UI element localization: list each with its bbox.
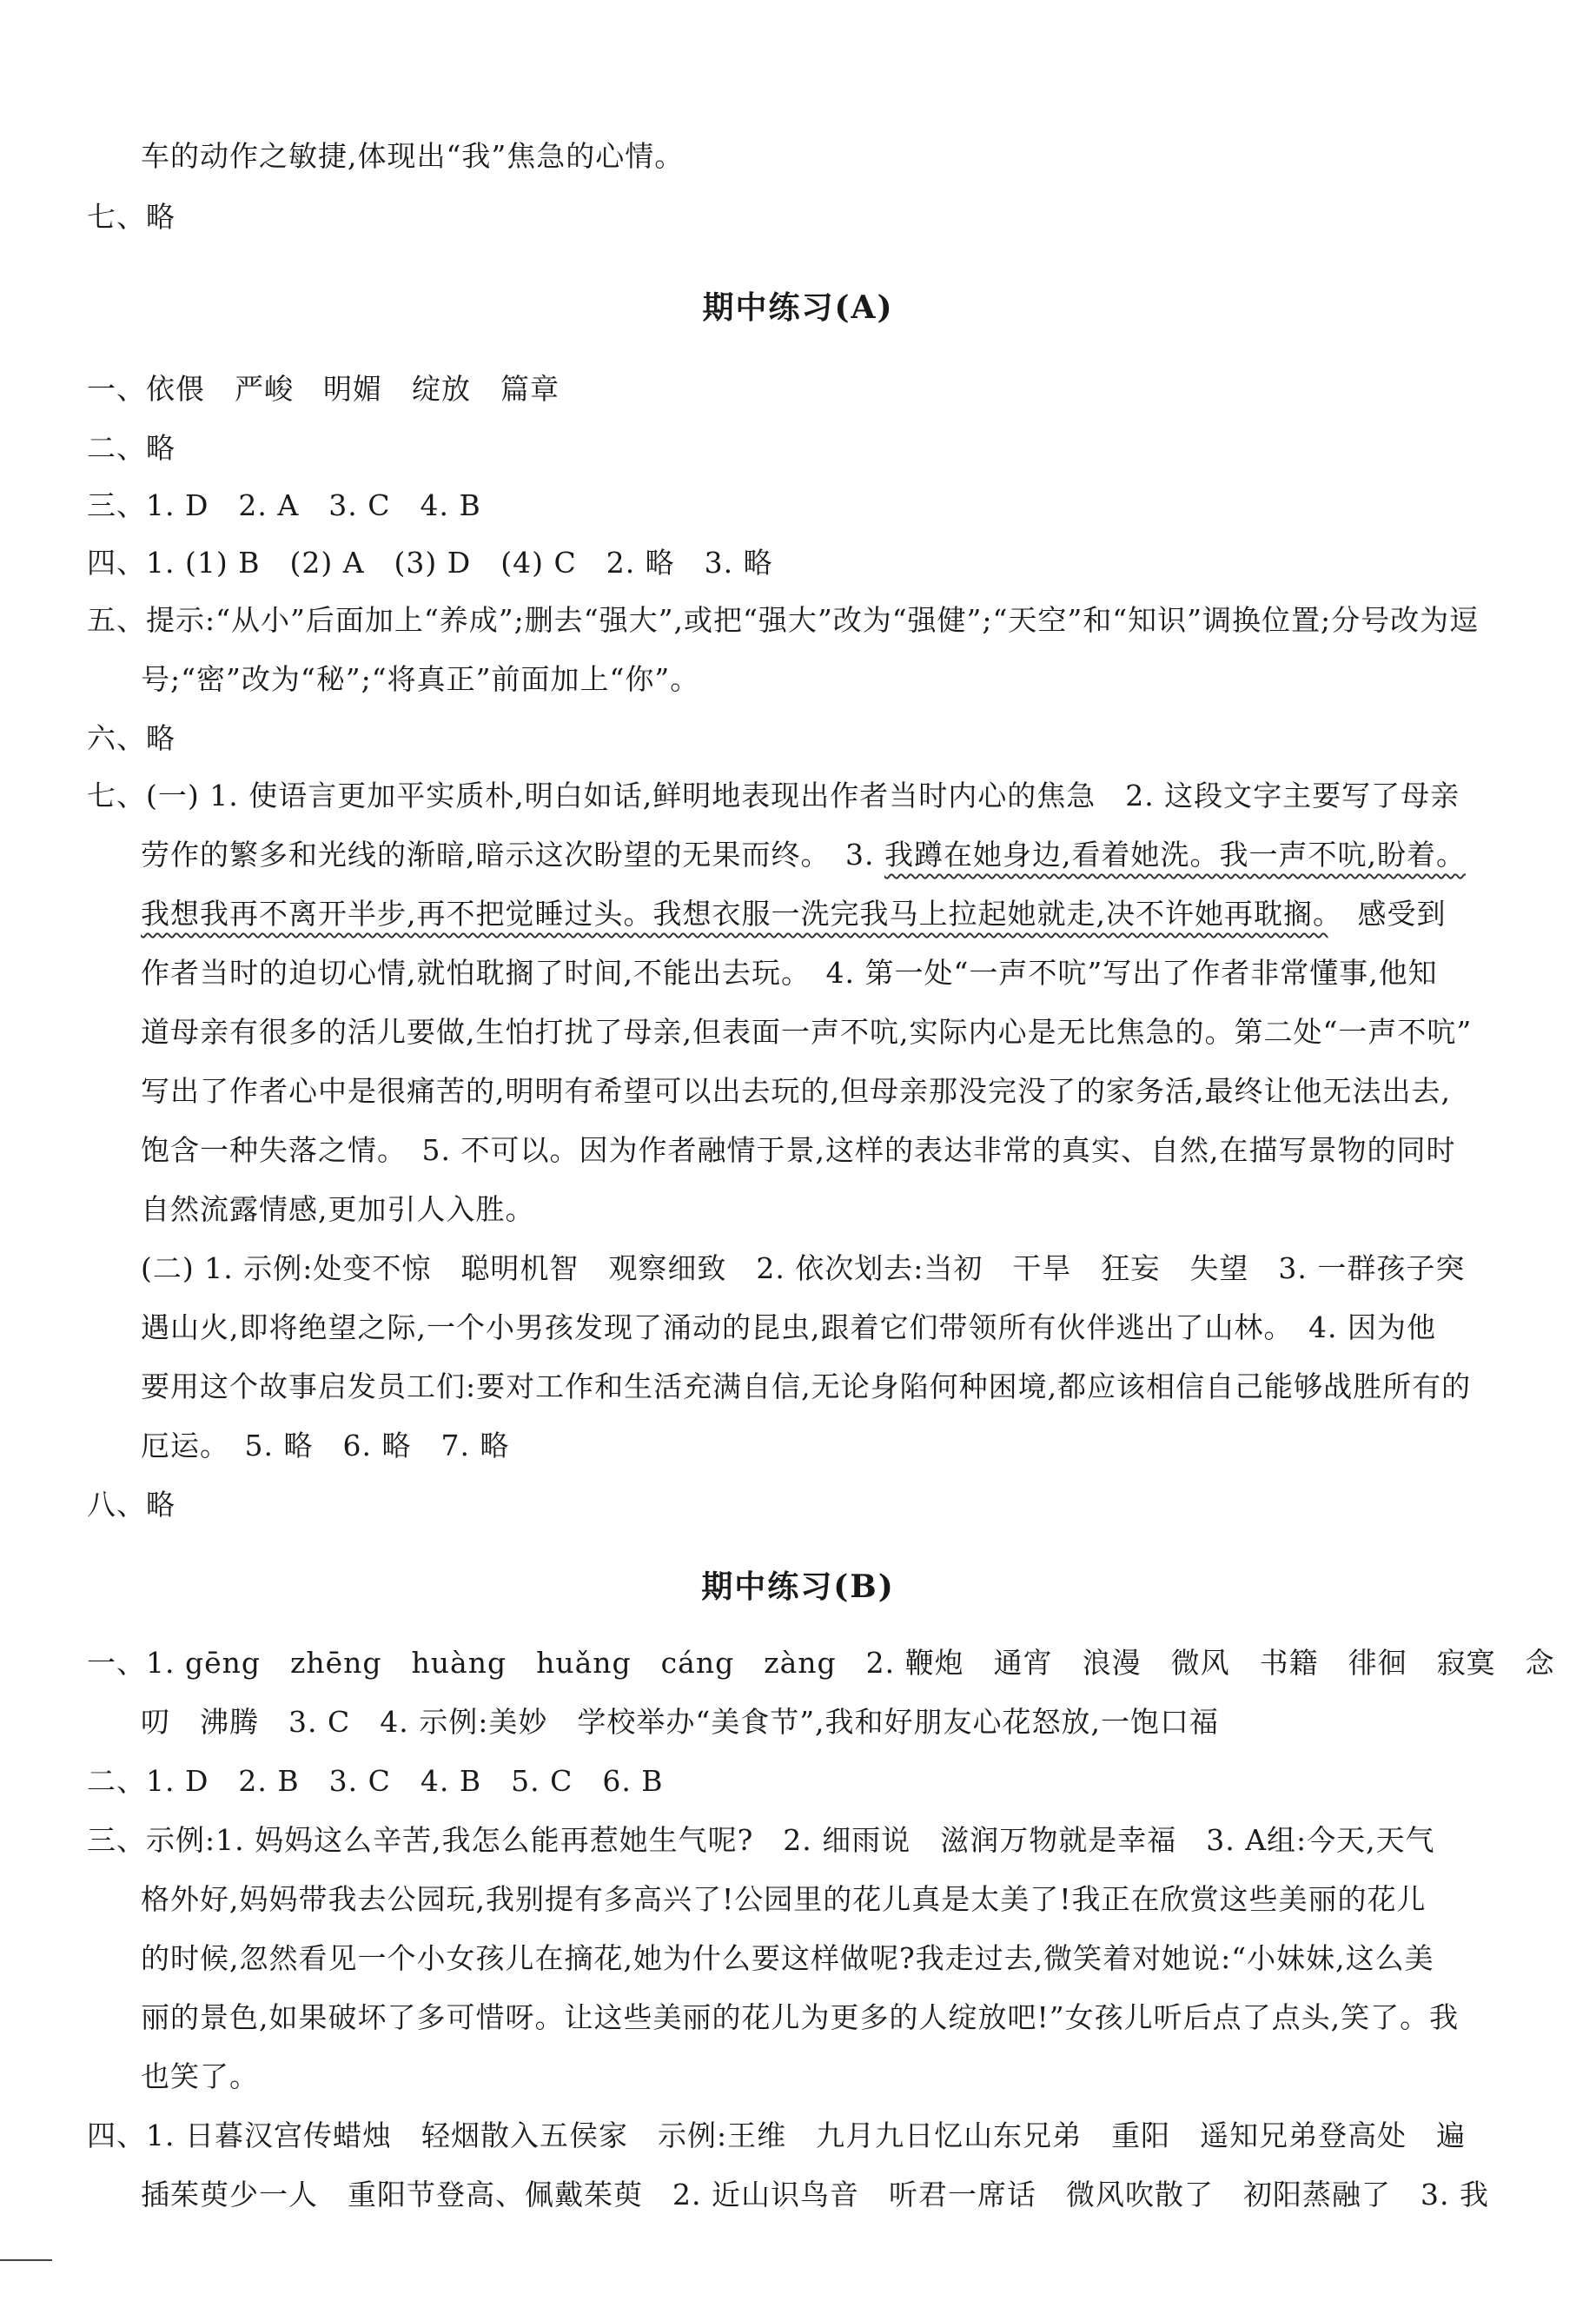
text-line: 五、提示:“从小”后面加上“养成”;删去“强大”,或把“强大”改为“强健”;“天空”和“知识”调换位置;分号改为逗 xyxy=(87,603,1480,637)
section-a-title: 期中练习(A) xyxy=(702,289,894,326)
text-line: 七、(一) 1. 使语言更加平实质朴,明白如话,鲜明地表现出作者当时内心的焦急 2. 这段文字主要写了母亲 xyxy=(87,779,1460,812)
wavy-underlined-text: 我想我再不离开半步,再不把觉睡过头。我想衣服一洗完我马上拉起她就走,决不许她再耽搁。 xyxy=(141,897,1328,931)
text-line xyxy=(141,836,1512,874)
text-line: 一、依偎 严峻 明媚 绽放 篇章 xyxy=(87,372,560,406)
text-line: 四、1. (1) B (2) A (3) D (4) C 2. 略 3. 略 xyxy=(87,546,773,580)
text-segment: 劳作的繁多和光线的渐暗,暗示这次盼望的无果而终。 3. xyxy=(141,838,884,872)
text-line: 三、示例:1. 妈妈这么辛苦,我怎么能再惹她生气呢? 2. 细雨说 滋润万物就是幸福 3. A组:今天,天气 xyxy=(87,1823,1435,1857)
text-line: 车的动作之敏捷,体现出“我”焦急的心情。 xyxy=(141,139,685,173)
text-line: 要用这个故事启发员工们:要对工作和生活充满自信,无论身陷何种困境,都应该相信自己能够战胜所有的 xyxy=(141,1369,1472,1403)
text-line: 饱含一种失落之情。 5. 不可以。因为作者融情于景,这样的表达非常的真实、自然,在描写景物的同时 xyxy=(141,1133,1456,1167)
text-line: 六、略 xyxy=(87,721,175,755)
text-segment: 感受到 xyxy=(1328,897,1447,931)
text-line: 三、1. D 2. A 3. C 4. B xyxy=(87,488,481,522)
text-line: 号;“密”改为“秘”;“将真正”前面加上“你”。 xyxy=(141,662,700,696)
text-line: 一、1. gēng zhēng huàng huǎng cáng zàng 2. 鞭炮 通宵 浪漫 微风 书籍 徘徊 寂寞 念 xyxy=(87,1646,1555,1680)
text-line: (二) 1. 示例:处变不惊 聪明机智 观察细致 2. 依次划去:当初 干旱 狂妄 失望 3. 一群孩子突 xyxy=(141,1251,1466,1285)
text-line: 写出了作者心中是很痛苦的,明明有希望可以出去玩的,但母亲那没完没了的家务活,最终让他无法出去, xyxy=(141,1074,1451,1108)
section-b-title: 期中练习(B) xyxy=(701,1568,895,1605)
text-line xyxy=(141,895,1512,933)
text-line: 七、略 xyxy=(87,200,175,234)
wavy-underlined-text: 我蹲在她身边,看着她洗。我一声不吭,盼着。 xyxy=(884,838,1466,872)
text-line: 丽的景色,如果破坏了多可惜呀。让这些美丽的花儿为更多的人绽放吧!”女孩儿听后点了点头,笑了。我 xyxy=(141,2000,1460,2034)
text-line: 四、1. 日暮汉宫传蜡烛 轻烟散入五侯家 示例:王维 九月九日忆山东兄弟 重阳 遥知兄弟登高处 遍 xyxy=(87,2119,1467,2152)
text-line: 遇山火,即将绝望之际,一个小男孩发现了涌动的昆虫,跟着它们带领所有伙伴逃出了山林。 4. 因为他 xyxy=(141,1310,1436,1344)
page-edge-mark xyxy=(0,2259,52,2261)
text-line: 自然流露情感,更加引人入胜。 xyxy=(141,1192,535,1226)
text-line: 也笑了。 xyxy=(141,2059,259,2093)
text-line: 二、略 xyxy=(87,431,175,465)
text-line: 厄运。 5. 略 6. 略 7. 略 xyxy=(141,1429,510,1462)
text-line: 格外好,妈妈带我去公园玩,我别提有多高兴了!公园里的花儿真是太美了!我正在欣赏这些美丽的花儿 xyxy=(141,1882,1427,1916)
text-line: 叨 沸腾 3. C 4. 示例:美妙 学校举办“美食节”,我和好朋友心花怒放,一饱口福 xyxy=(141,1705,1220,1739)
text-line: 作者当时的迫切心情,就怕耽搁了时间,不能出去玩。 4. 第一处“一声不吭”写出了作者非常懂事,他知 xyxy=(141,956,1438,990)
text-line: 的时候,忽然看见一个小女孩儿在摘花,她为什么要这样做呢?我走过去,微笑着对她说:“小妹妹,这么美 xyxy=(141,1941,1434,1975)
text-line: 八、略 xyxy=(87,1488,175,1522)
text-line: 插茱萸少一人 重阳节登高、佩戴茱萸 2. 近山识鸟音 听君一席话 微风吹散了 初阳蒸融了 3. 我 xyxy=(141,2178,1489,2211)
text-line: 二、1. D 2. B 3. C 4. B 5. C 6. B xyxy=(87,1764,664,1798)
text-line: 道母亲有很多的活儿要做,生怕打扰了母亲,但表面一声不吭,实际内心是无比焦急的。第二处“一声不吭” xyxy=(141,1015,1473,1049)
